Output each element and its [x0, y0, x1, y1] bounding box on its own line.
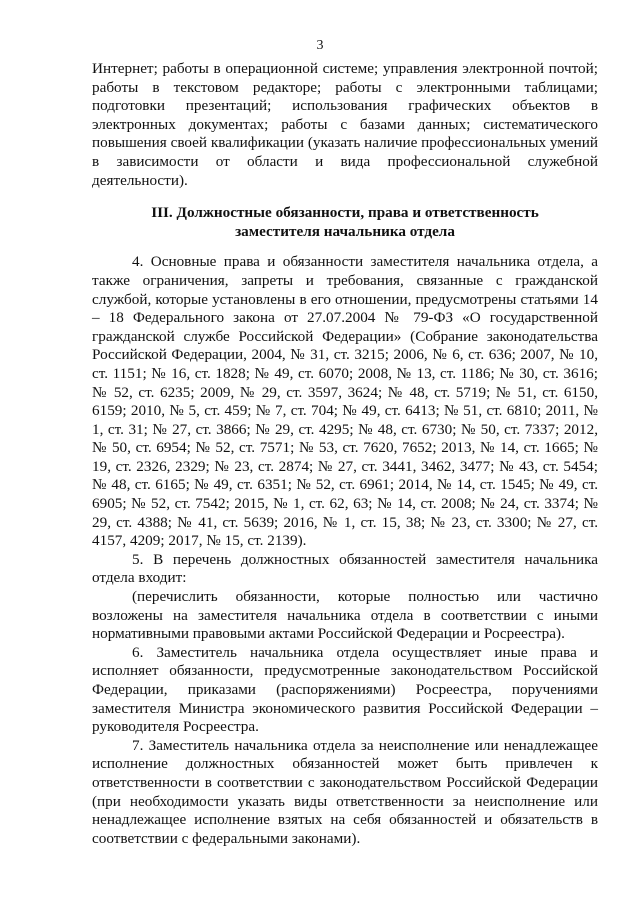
section-heading-line-1: III. Должностные обязанности, права и ответственность — [151, 204, 539, 222]
document-body — [92, 60, 598, 848]
section-heading — [92, 204, 598, 241]
page-number: 3 — [316, 38, 324, 53]
continuation-paragraph: Интернет; работы в операционной системе; управления электронной почтой; работы в текстовом редакторе; работы с электронными таблицами; подготовки презентаций; использования графических объектов в электронных документах; работы с базами данных; систематического повышения своей квалификации (указать наличие профессиональных умений в зависимости от области и вида профессиональной служебной деятельности). — [92, 60, 598, 189]
paragraph-6: 6. Заместитель начальника отдела осуществляет иные права и исполняет обязанности, предусмотренные законодательством Российской Федерации, приказами (распоряжениями) Росреестра, поручениями заместителя Министра экономического развития Российской Федерации – руководителя Росреестра. — [92, 643, 598, 736]
paragraph-5-note: (перечислить обязанности, которые полностью или частично возложены на заместителя начальника отдела в соответствии с иными нормативными правовыми актами Российской Федерации и Росреестра). — [92, 588, 598, 643]
section-heading-line-2: заместителя начальника отдела — [235, 222, 455, 240]
paragraph-5: 5. В перечень должностных обязанностей заместителя начальника отдела входит: — [92, 550, 598, 587]
paragraph-4: 4. Основные права и обязанности заместителя начальника отдела, а также ограничения, запреты и требования, связанные с гражданской службой, которые установлены в его отношении, предусмотрены статьями 14 – 18 Федерального закона от 27.07.2004 № 79-ФЗ «О государственной гражданской службе Российской Федерации» (Собрание законодательства Российской Федерации, 2004, № 31, ст. 3215; 2006, № 6, ст. 636; 2007, № 10, ст. 1151; № 16, ст. 1828; № 49, ст. 6070; 2008, № 13, ст. 1186; № 30, ст. 3616; № 52, ст. 6235; 2009, № 29, ст. 3597, 3624; № 48, ст. 5719; № 51, ст. 6150, 6159; 2010, № 5, ст. 459; № 7, ст. 704; № 49, ст. 6413; № 51, ст. 6810; 2011, № 1, ст. 31; № 27, ст. 3866; № 29, ст. 4295; № 48, ст. 6730; № 50, ст. 7337; 2012, № 50, ст. 6954; № 52, ст. 7571; № 53, ст. 7620, 7652; 2013, № 14, ст. 1665; № 19, ст. 2326, 2329; № 23, ст. 2874; № 27, ст. 3441, 3462, 3477; № 43, ст. 5454; № 48, ст. 6165; № 49, ст. 6351; № 52, ст. 6961; 2014, № 14, ст. 1545; № 49, ст. 6905; № 52, ст. 7542; 2015, № 1, ст. 62, 63; № 14, ст. 2008; № 24, ст. 3374; № 29, ст. 4388; № 41, ст. 5639; 2016, № 1, ст. 15, 38; № 23, ст. 3300; № 27, ст. 4157, 4209; 2017, № 15, ст. 2139). — [92, 253, 598, 550]
paragraph-7: 7. Заместитель начальника отдела за неисполнение или ненадлежащее исполнение должностных обязанностей может быть привлечен к ответственности в соответствии с законодательством Российской Федерации (при необходимости указать виды ответственности за неисполнение или ненадлежащее исполнение взятых на себя обязанностей и обязательств в соответствии с федеральными законами). — [92, 736, 598, 847]
